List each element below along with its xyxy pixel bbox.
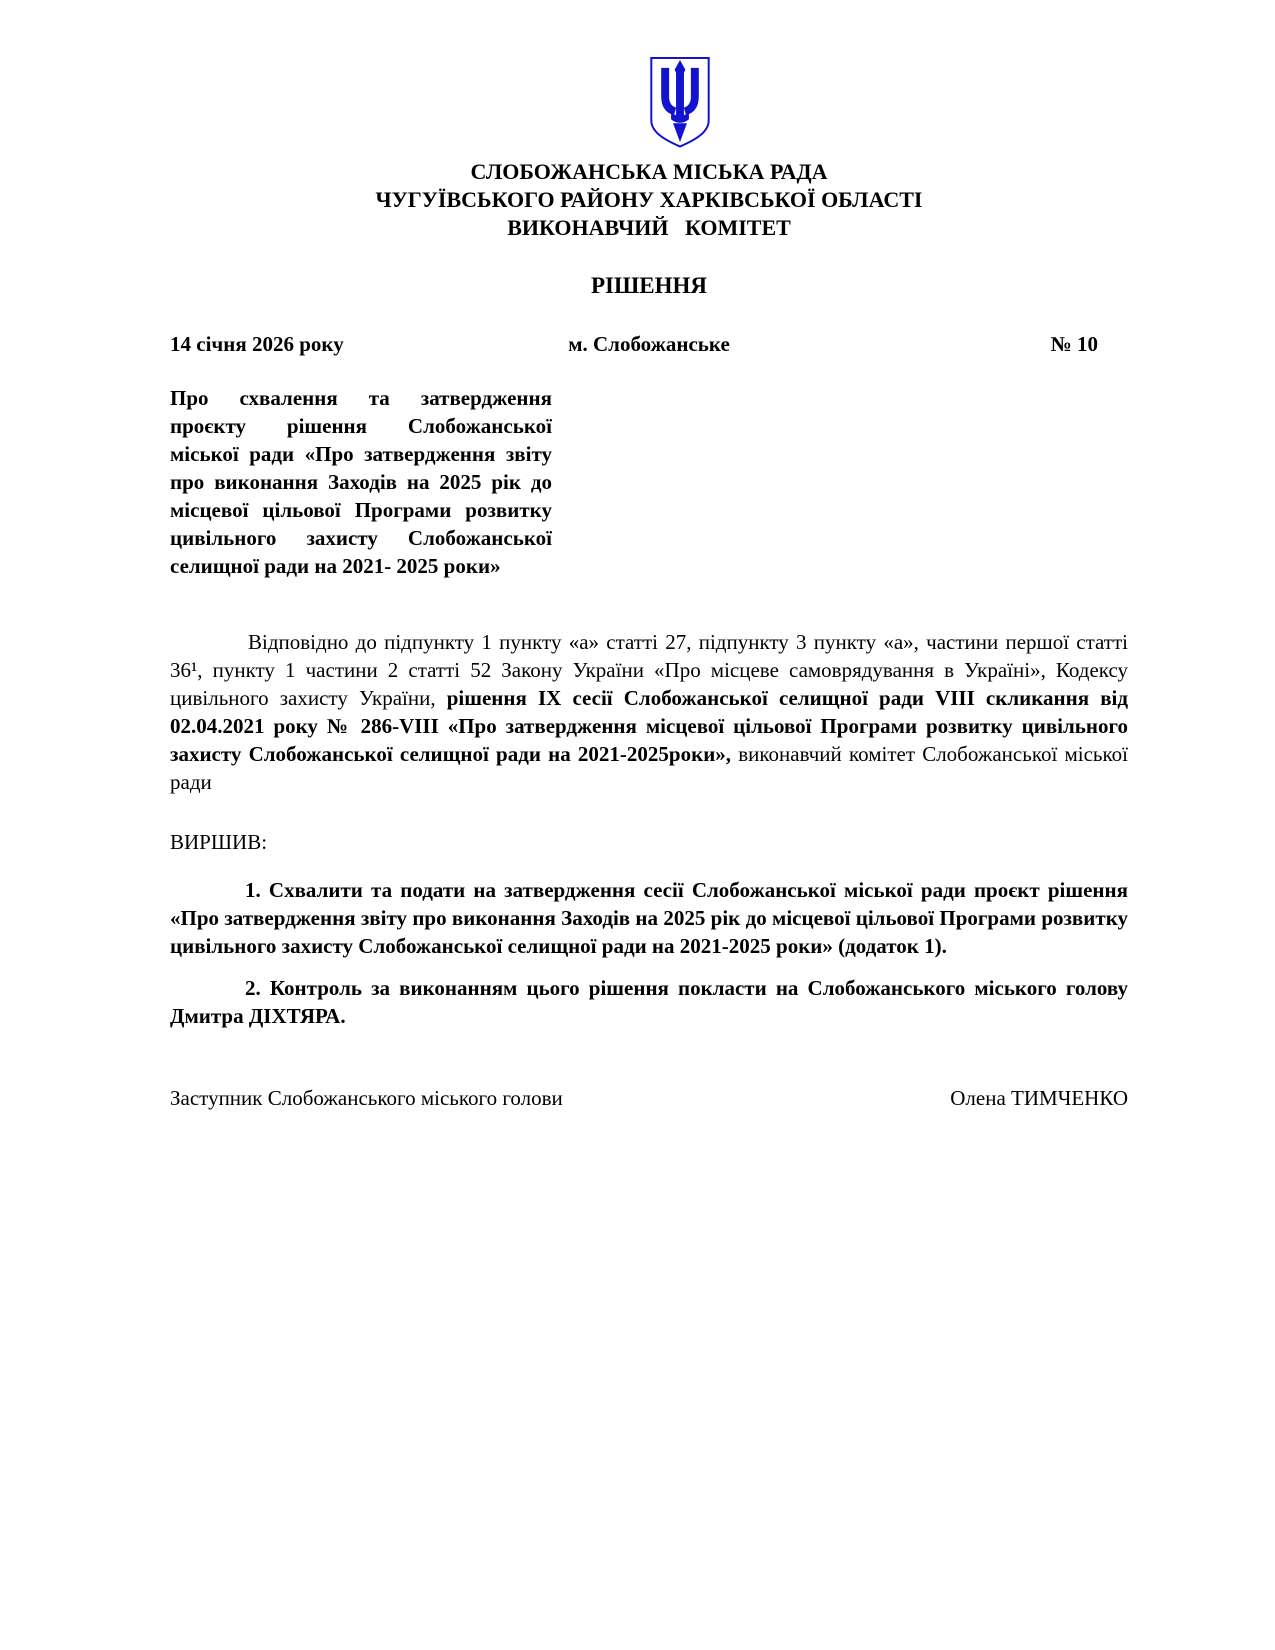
resolution-item-1: 1. Схвалити та подати на затвердження сесії Слобожанської міської ради проєкт рішення «Про затвердження звіту про виконання Заходів на 2025 рік до місцевої цільової Програми розвитку цивільного захисту Слобожанської селищної ради на 2021-2025 роки» (додаток 1). bbox=[170, 878, 1128, 958]
document-header bbox=[170, 55, 1128, 300]
resolution-item-2: 2. Контроль за виконанням цього рішення покласти на Слобожанського міського голову Дмитра ДІХТЯРА. bbox=[170, 976, 1128, 1028]
document-number: № 10 bbox=[1050, 332, 1098, 356]
org-name-line3: ВИКОНАВЧИЙ КОМІТЕТ bbox=[507, 215, 791, 240]
preamble-regular-part-2: виконавчий комітет Слобожанської міської ради bbox=[170, 742, 1128, 794]
org-name-line1: СЛОБОЖАНСЬКА МІСЬКА РАДА bbox=[470, 159, 828, 184]
org-name-line2: ЧУГУЇВСЬКОГО РАЙОНУ ХАРКІВСЬКОЇ ОБЛАСТІ bbox=[375, 187, 923, 212]
preamble-regular-part-1: Відповідно до підпункту 1 пункту «а» статті 27, підпункту 3 пункту «а», частини першої статті 36¹, пункту 1 частини 2 статті 52 Закону України «Про місцеве самоврядування в Україні», Кодексу цивільного захисту України, bbox=[170, 630, 1128, 710]
document-date: 14 січня 2026 року bbox=[170, 332, 344, 356]
preamble-paragraph bbox=[170, 628, 1128, 796]
document-type-title: РІШЕННЯ bbox=[591, 273, 707, 298]
signature-title: Заступник Слобожанського міського голови bbox=[170, 1086, 563, 1110]
signature-row bbox=[170, 1084, 1128, 1112]
ukraine-trident-coat-of-arms-icon bbox=[648, 55, 712, 150]
signature-name: Олена ТИМЧЕНКО bbox=[950, 1086, 1128, 1110]
document-place: м. Слобожанське bbox=[568, 332, 730, 356]
preamble-bold-part: рішення IX сесії Слобожанської селищної ради VIII скликання від 02.04.2021 року № 286-VIII «Про затвердження місцевої цільової Програми розвитку цивільного захисту Слобожанської селищної ради на 2021-2025роки», bbox=[170, 686, 1129, 766]
resolved-label: ВИРШИВ: bbox=[170, 830, 268, 854]
meta-row bbox=[170, 330, 1128, 358]
subject-paragraph: Про схвалення та затвердження проєкту рішення Слобожанської міської ради «Про затвердження звіту про виконання Заходів на 2025 рік до місцевої цільової Програми розвитку цивільного захисту Слобожанської селищної ради на 2021- 2025 роки» bbox=[170, 386, 552, 578]
